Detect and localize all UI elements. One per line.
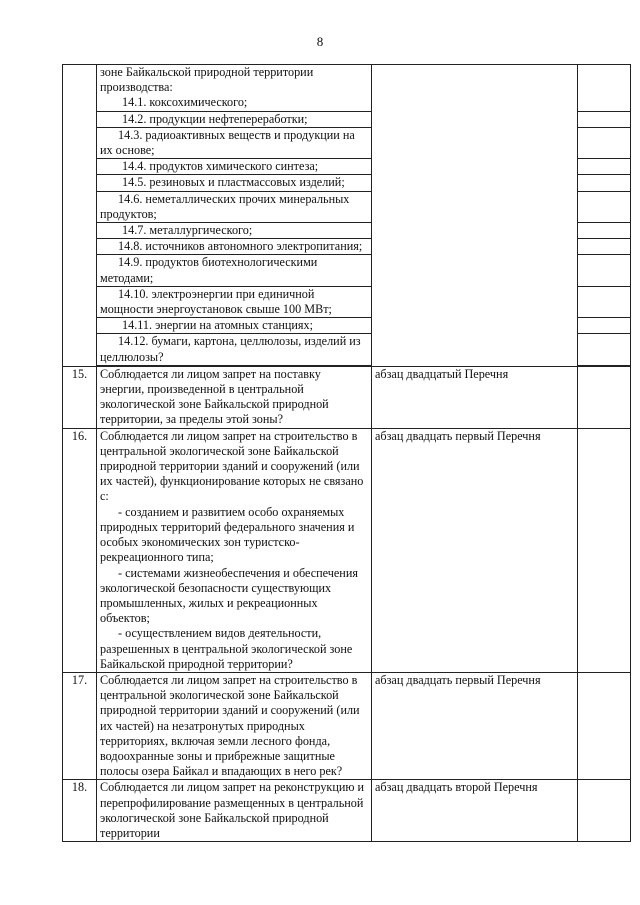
- row-14-mark-cell-4: [578, 159, 631, 175]
- requirements-table: [62, 64, 631, 842]
- row-14-item-cell: [97, 111, 372, 127]
- row-14-item-11: 14.11. энергии на атомных станциях;: [122, 318, 314, 333]
- row-question: Соблюдается ли лицом запрет на строительство в центральной экологической зоне Байкальской природной территории зданий и сооружений (или их частей) на незатронутых природных территориях, включая земли лесного фонда, водоохранные зоны и прибрежные защитные полосы озера Байкал и впадающих в него рек?: [97, 672, 372, 779]
- row-reference: абзац двадцать второй Перечня: [372, 780, 578, 842]
- row-14-mark-cell-9: [578, 255, 631, 286]
- row-14-item-2: 14.2. продукции нефтепереработки;: [122, 111, 308, 126]
- row-14-item-cell: [97, 318, 372, 334]
- row-14-item-cell: [97, 255, 372, 286]
- row-14-mark-cell-11: [578, 318, 631, 334]
- row-14-item-12: 14.12. бумаги, картона, целлюлозы, изделий из целлюлозы?: [100, 334, 361, 364]
- row-14-item-cell: [97, 191, 372, 222]
- row-14-item-cell: [97, 239, 372, 255]
- table-row-18: [63, 780, 631, 842]
- row-14-item-cell: [97, 159, 372, 175]
- row-14-mark-cell-6: [578, 191, 631, 222]
- row-question: Соблюдается ли лицом запрет на реконструкцию и перепрофилирование размещенных в центральной экологической зоне Байкальской природной территории: [97, 780, 372, 842]
- row-number: 16.: [63, 428, 97, 672]
- row-14-item-cell: [97, 223, 372, 239]
- row-14-item-5: 14.5. резиновых и пластмассовых изделий;: [122, 175, 345, 190]
- row-14-item-10: 14.10. электроэнергии при единичной мощности энергоустановок свыше 100 МВт;: [100, 286, 332, 317]
- row-14-item-9: 14.9. продуктов биотехнологическими методами;: [100, 255, 318, 285]
- row-14-item-cell: [97, 334, 372, 365]
- row-14-reference-cell: [372, 65, 578, 367]
- row-14-mark-cell-8: [578, 239, 631, 255]
- row-14-mark-cell-1: [578, 65, 631, 112]
- row-question: Соблюдается ли лицом запрет на поставку энергии, произведенной в центральной экологической зоне Байкальской природной территории, за пределы этой зоны?: [97, 366, 372, 428]
- row-14-item-8: 14.8. источников автономного электропитания;: [118, 239, 363, 254]
- row-14-mark-cell-5: [578, 175, 631, 191]
- row-number: 17.: [63, 672, 97, 779]
- row-14-mark-cell-3: [578, 127, 631, 158]
- row-mark-cell: [578, 672, 631, 779]
- row-14-item-3: 14.3. радиоактивных веществ и продукции на их основе;: [100, 127, 355, 158]
- row-bullet-1: - созданием и развитием особо охраняемых природных территорий федерального значения и особых экономических зон туристско-рекреационного типа;: [100, 504, 355, 565]
- row-bullet-3: - осуществлением видов деятельности, разрешенных в центральной экологической зоне Байкальской природной территории?: [100, 626, 353, 671]
- row-question-cell: [97, 428, 372, 672]
- row-14-mark-cell-12: [578, 334, 631, 365]
- row-14-intro-cell: [97, 65, 372, 112]
- table-row-16: [63, 428, 631, 672]
- row-14-item-cell: [97, 127, 372, 158]
- row-14-intro-line-1: зоне Байкальской природной территории: [100, 65, 314, 79]
- row-14-item-cell: [97, 175, 372, 191]
- row-14-intro-line-2: производства:: [100, 80, 173, 95]
- row-mark-cell: [578, 428, 631, 672]
- row-14-item-6: 14.6. неметаллических прочих минеральных продуктов;: [100, 191, 350, 221]
- row-mark-cell: [578, 366, 631, 428]
- table-row-15: [63, 366, 631, 428]
- row-number: 15.: [63, 366, 97, 428]
- row-number: 18.: [63, 780, 97, 842]
- table-row-14-intro: [63, 65, 631, 112]
- row-reference: абзац двадцать первый Перечня: [372, 672, 578, 779]
- row-bullet-2: - системами жизнеобеспечения и обеспечения экологической безопасности существующих промышленных, жилых и рекреационных объектов;: [100, 565, 358, 626]
- row-14-mark-cell-7: [578, 223, 631, 239]
- row-14-item-1: 14.1. коксохимического;: [122, 95, 248, 110]
- row-14-mark-cell-2: [578, 111, 631, 127]
- row-mark-cell: [578, 780, 631, 842]
- row-14-item-cell: [97, 286, 372, 317]
- row-reference: абзац двадцать первый Перечня: [372, 428, 578, 672]
- row-number-cell: [63, 65, 97, 367]
- row-14-mark-cell-10: [578, 286, 631, 317]
- row-14-item-4: 14.4. продуктов химического синтеза;: [122, 159, 319, 174]
- row-14-item-7: 14.7. металлургического;: [122, 223, 253, 238]
- page-number: 8: [316, 34, 324, 49]
- row-question: Соблюдается ли лицом запрет на строительство в центральной экологической зоне Байкальской природной территории зданий и сооружений (или их частей), функционирование которых не связано с:: [100, 428, 364, 504]
- table-row-17: [63, 672, 631, 779]
- row-reference: абзац двадцатый Перечня: [372, 366, 578, 428]
